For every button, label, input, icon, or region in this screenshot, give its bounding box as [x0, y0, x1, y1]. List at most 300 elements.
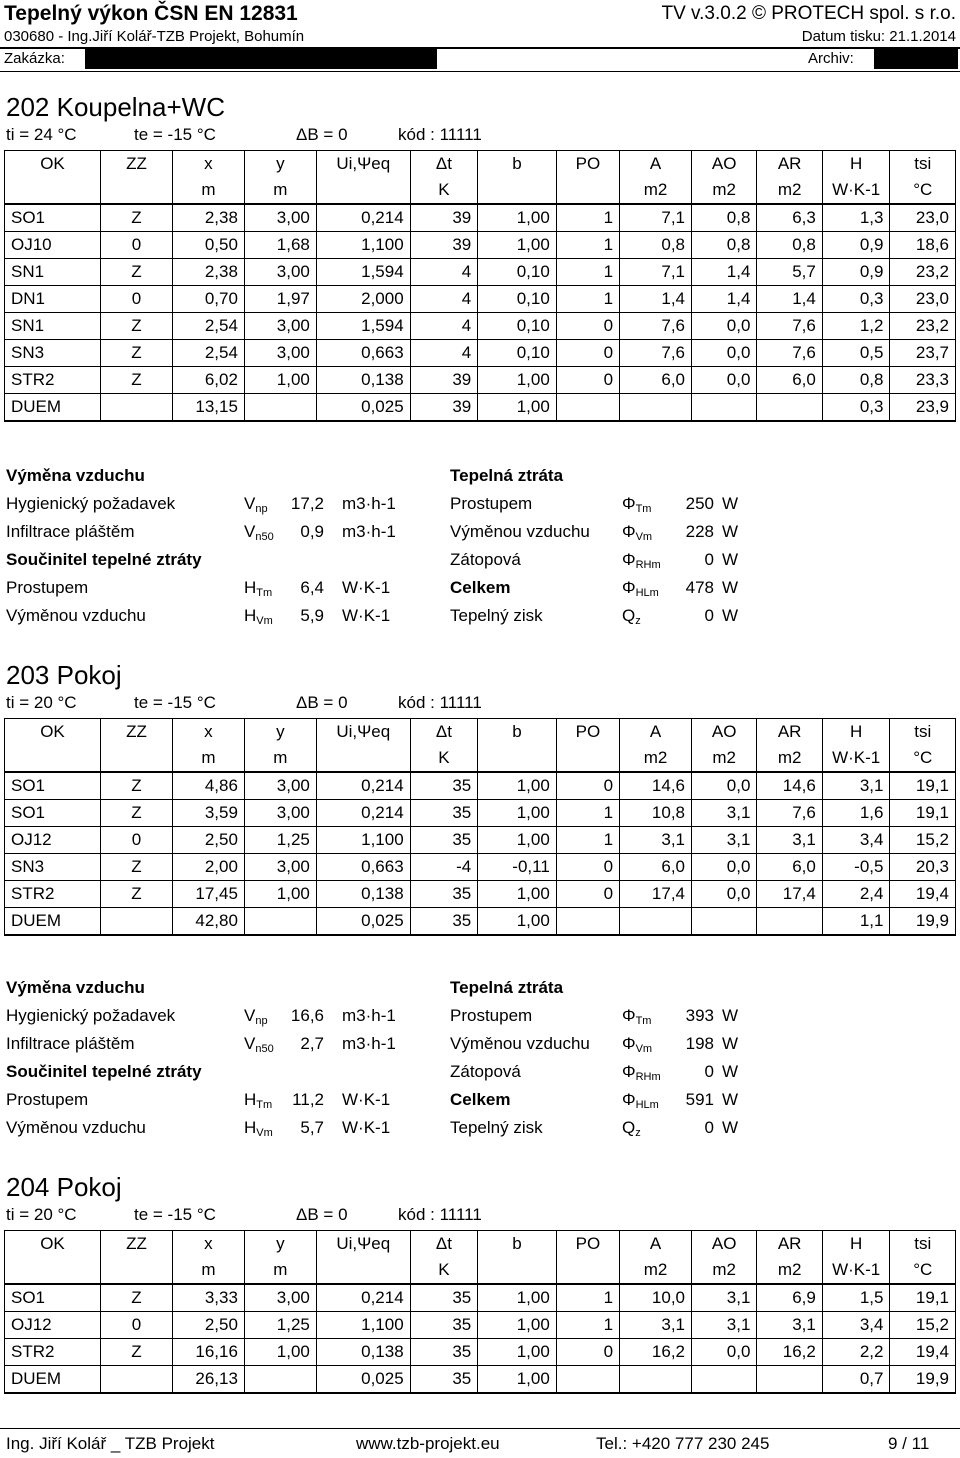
print-date: Datum tisku: 21.1.2014	[801, 28, 956, 45]
phi_tm-unit: W	[722, 1006, 739, 1025]
table-cell: 3,1	[692, 1284, 757, 1312]
table-cell: 2,54	[172, 340, 244, 367]
column-header: PO	[556, 719, 619, 746]
hvm-label: Výměnou vzduchu	[6, 606, 146, 625]
column-header: b	[478, 1231, 557, 1258]
table-cell: 39	[410, 394, 478, 422]
footer-page: 9 / 11	[888, 1434, 930, 1453]
hvm-symbol: $H_{Vm}$	[244, 1118, 273, 1139]
table-row	[5, 881, 956, 908]
table-cell: 0	[100, 232, 172, 259]
phi_vm-unit: W	[722, 522, 739, 541]
table-row	[5, 854, 956, 881]
summary-row	[6, 578, 956, 606]
phi_hlm-value: 591	[685, 1090, 714, 1109]
table-cell: 15,2	[890, 1312, 956, 1339]
column-header: PO	[556, 151, 619, 178]
column-unit: m2	[757, 745, 822, 772]
phi_vm-symbol: $\Phi_{Vm}$	[622, 522, 653, 543]
table-cell: 0	[556, 772, 619, 800]
table-cell: 19,4	[890, 881, 956, 908]
table-cell: 0,214	[316, 800, 410, 827]
column-header: Δt	[410, 151, 478, 178]
htm-symbol: $H_{Tm}$	[244, 578, 273, 599]
table-cell: 35	[410, 881, 478, 908]
column-unit	[100, 177, 172, 204]
column-header: PO	[556, 1231, 619, 1258]
table-cell: 1,4	[692, 286, 757, 313]
table-cell: 0,025	[316, 394, 410, 422]
table-cell: 0,9	[822, 232, 890, 259]
table-header	[5, 719, 956, 746]
delta-b: ΔB = 0	[296, 693, 348, 712]
column-unit: W·K-1	[822, 745, 890, 772]
table-cell: 35	[410, 1366, 478, 1394]
column-unit: m2	[692, 745, 757, 772]
table-cell: 1,00	[244, 881, 316, 908]
table-cell: 7,6	[757, 340, 822, 367]
ventilation-loss-label: Výměnou vzduchu	[450, 522, 590, 541]
hvm-unit: W·K-1	[342, 606, 391, 625]
table-cell	[244, 1366, 316, 1394]
table-cell: 0,3	[822, 286, 890, 313]
htm-value: 6,4	[300, 578, 324, 597]
table-units	[5, 1257, 956, 1284]
table-cell: 1,00	[478, 394, 557, 422]
table-cell: DN1	[5, 286, 101, 313]
qz-value: 0	[704, 1118, 714, 1137]
phi_tm-unit: W	[722, 494, 739, 513]
table-cell: 15,2	[890, 827, 956, 854]
summary-row	[6, 1090, 956, 1118]
table-cell: 3,1	[620, 827, 692, 854]
coef-heading: Součinitel tepelné ztráty	[6, 1062, 202, 1081]
table-cell: 35	[410, 1339, 478, 1366]
redacted-archive	[874, 49, 958, 69]
hvm-label: Výměnou vzduchu	[6, 1118, 146, 1137]
report-header-project	[0, 27, 960, 47]
table-cell: 1,25	[244, 827, 316, 854]
summary-row	[6, 522, 956, 550]
table-cell: 1	[556, 259, 619, 286]
hygienic-label: Hygienický požadavek	[6, 494, 176, 513]
table-cell: Z	[100, 800, 172, 827]
table-row	[5, 1312, 956, 1339]
table-header	[5, 151, 956, 178]
table-cell: 35	[410, 827, 478, 854]
phi_tm-value: 250	[685, 494, 714, 513]
table-cell: 17,4	[757, 881, 822, 908]
column-header: Ui,Ψeq	[316, 1231, 410, 1258]
delta-b: ΔB = 0	[296, 1205, 348, 1224]
table-cell: 17,45	[172, 881, 244, 908]
column-header: y	[244, 1231, 316, 1258]
column-header: AO	[692, 151, 757, 178]
order-label: Zakázka:	[4, 50, 65, 67]
table-cell	[556, 394, 619, 422]
footer-web: www.tzb-projekt.eu	[356, 1434, 500, 1453]
vn50-value: 0,9	[300, 522, 324, 541]
table-cell: 35	[410, 1312, 478, 1339]
external-temp: te = -15 °C	[134, 693, 216, 712]
table-cell: Z	[100, 1284, 172, 1312]
column-unit	[556, 745, 619, 772]
table-cell: 1,00	[244, 1339, 316, 1366]
table-cell: 6,3	[757, 204, 822, 232]
table-cell: 19,1	[890, 772, 956, 800]
table-cell: 0	[556, 367, 619, 394]
room-title: 202 Koupelna+WC	[6, 92, 225, 122]
column-unit: m2	[757, 1257, 822, 1284]
table-cell	[757, 908, 822, 936]
table-cell: 1	[556, 232, 619, 259]
table-cell: 14,6	[757, 772, 822, 800]
table-cell: 1,97	[244, 286, 316, 313]
table-cell: 0,138	[316, 1339, 410, 1366]
vnp-symbol: $V_{np}$	[244, 1006, 268, 1027]
room-title: 204 Pokoj	[6, 1172, 122, 1202]
table-cell: 19,9	[890, 908, 956, 936]
column-unit: W·K-1	[822, 1257, 890, 1284]
table-cell: 7,6	[757, 313, 822, 340]
report-title: Tepelný výkon ČSN EN 12831	[4, 2, 298, 25]
phi_rhm-value: 0	[704, 1062, 714, 1081]
table-cell: 1,00	[478, 204, 557, 232]
htm-unit: W·K-1	[342, 578, 391, 597]
table-cell: 1,68	[244, 232, 316, 259]
column-unit: K	[410, 177, 478, 204]
summary-row	[6, 978, 956, 1006]
table-cell: 10,0	[620, 1284, 692, 1312]
table-cell: 0,214	[316, 1284, 410, 1312]
htm-label: Prostupem	[6, 578, 89, 597]
table-cell: 18,6	[890, 232, 956, 259]
table-cell: 4	[410, 313, 478, 340]
archive-label: Archiv:	[808, 50, 854, 67]
column-unit: m	[244, 177, 316, 204]
table-cell	[620, 1366, 692, 1394]
table-cell: 1,100	[316, 232, 410, 259]
heat-gain-label: Tepelný zisk	[450, 1118, 543, 1137]
column-unit	[5, 1257, 101, 1284]
column-header: A	[620, 151, 692, 178]
table-cell: 7,6	[620, 313, 692, 340]
vnp-unit: m3·h-1	[342, 494, 396, 513]
table-row	[5, 908, 956, 936]
table-cell: 1,00	[478, 908, 557, 936]
column-unit	[316, 745, 410, 772]
table-cell	[620, 908, 692, 936]
table-cell: 23,2	[890, 313, 956, 340]
table-row	[5, 1366, 956, 1394]
infiltration-label: Infiltrace pláštěm	[6, 1034, 135, 1053]
table-cell: 0	[556, 313, 619, 340]
table-cell: 1,00	[478, 1284, 557, 1312]
ventilation-heading: Výměna vzduchu	[6, 466, 145, 485]
phi_tm-symbol: $\Phi_{Tm}$	[622, 1006, 652, 1027]
table-cell: 39	[410, 367, 478, 394]
table-row	[5, 394, 956, 422]
table-units	[5, 745, 956, 772]
room-code: kód : 11111	[398, 125, 482, 144]
table-units	[5, 177, 956, 204]
table-cell: 0,214	[316, 772, 410, 800]
table-cell: 2,38	[172, 204, 244, 232]
column-header: H	[822, 151, 890, 178]
table-cell: 3,33	[172, 1284, 244, 1312]
column-header: b	[478, 719, 557, 746]
phi_vm-symbol: $\Phi_{Vm}$	[622, 1034, 653, 1055]
table-cell: 1,1	[822, 908, 890, 936]
table-cell: 19,4	[890, 1339, 956, 1366]
room-parameters	[6, 125, 956, 147]
table-cell: 1,00	[478, 1312, 557, 1339]
table-cell: 3,1	[692, 1312, 757, 1339]
table-cell: 0,70	[172, 286, 244, 313]
table-cell: 0,0	[692, 854, 757, 881]
table-cell: 0,663	[316, 340, 410, 367]
qz-unit: W	[722, 606, 739, 625]
table-cell	[244, 394, 316, 422]
table-cell: 3,00	[244, 772, 316, 800]
table-cell: 1,00	[478, 1339, 557, 1366]
table-cell: 1,594	[316, 259, 410, 286]
table-cell: 0,138	[316, 367, 410, 394]
table-cell: 3,00	[244, 340, 316, 367]
column-header: H	[822, 719, 890, 746]
summary-row	[6, 606, 956, 634]
table-cell: DUEM	[5, 1366, 101, 1394]
table-cell	[100, 908, 172, 936]
header-rule-2	[0, 71, 960, 72]
vn50-unit: m3·h-1	[342, 1034, 396, 1053]
table-row	[5, 367, 956, 394]
table-cell: 1,00	[478, 827, 557, 854]
table-row	[5, 827, 956, 854]
table-cell: 3,1	[757, 827, 822, 854]
table-cell: OJ12	[5, 1312, 101, 1339]
column-unit: W·K-1	[822, 177, 890, 204]
table-cell: 3,59	[172, 800, 244, 827]
vnp-value: 17,2	[290, 494, 324, 513]
table-cell: 6,0	[757, 367, 822, 394]
report-header-top	[0, 0, 960, 27]
external-temp: te = -15 °C	[134, 1205, 216, 1224]
table-cell: DUEM	[5, 908, 101, 936]
table-cell: 0,10	[478, 313, 557, 340]
column-header: tsi	[890, 1231, 956, 1258]
summary-row	[6, 1062, 956, 1090]
column-header: x	[172, 719, 244, 746]
table-cell: Z	[100, 854, 172, 881]
table-cell: 13,15	[172, 394, 244, 422]
table-cell: 1	[556, 286, 619, 313]
column-unit: m2	[692, 177, 757, 204]
table-cell: Z	[100, 340, 172, 367]
table-cell	[757, 1366, 822, 1394]
vn50-value: 2,7	[300, 1034, 324, 1053]
column-unit	[556, 177, 619, 204]
table-cell: 1,2	[822, 313, 890, 340]
table-cell: 0,9	[822, 259, 890, 286]
table-cell: 1,5	[822, 1284, 890, 1312]
table-row	[5, 772, 956, 800]
table-cell: 1,4	[620, 286, 692, 313]
table-cell: 2,50	[172, 1312, 244, 1339]
table-cell: 1,6	[822, 800, 890, 827]
table-cell: 6,0	[757, 854, 822, 881]
table-cell: 0	[100, 827, 172, 854]
table-cell: 23,0	[890, 286, 956, 313]
table-cell: 1,594	[316, 313, 410, 340]
table-cell: SN1	[5, 259, 101, 286]
room-title: 203 Pokoj	[6, 660, 122, 690]
column-unit: m2	[620, 177, 692, 204]
hvm-value: 5,9	[300, 606, 324, 625]
table-cell	[100, 394, 172, 422]
heat-loss-heading: Tepelná ztráta	[450, 978, 564, 997]
htm-label: Prostupem	[6, 1090, 89, 1109]
ventilation-heading: Výměna vzduchu	[6, 978, 145, 997]
table-cell: STR2	[5, 881, 101, 908]
column-header: OK	[5, 719, 101, 746]
htm-value: 11,2	[292, 1090, 324, 1109]
table-cell: OJ12	[5, 827, 101, 854]
table-cell: 0,0	[692, 881, 757, 908]
table-cell: 1,4	[692, 259, 757, 286]
column-header: y	[244, 151, 316, 178]
column-header: ZZ	[100, 151, 172, 178]
column-header: b	[478, 151, 557, 178]
table-cell: 19,9	[890, 1366, 956, 1394]
phi_vm-unit: W	[722, 1034, 739, 1053]
transmission-loss-label: Prostupem	[450, 494, 533, 513]
table-cell: 39	[410, 232, 478, 259]
column-unit	[478, 1257, 557, 1284]
table-cell: 1	[556, 1312, 619, 1339]
vnp-symbol: $V_{np}$	[244, 494, 268, 515]
table-cell: 0,10	[478, 340, 557, 367]
table-cell: 1,00	[478, 772, 557, 800]
table-row	[5, 340, 956, 367]
phi_hlm-symbol: $\Phi_{HLm}$	[622, 578, 659, 599]
column-unit: K	[410, 745, 478, 772]
table-cell: 2,2	[822, 1339, 890, 1366]
table-cell: 1,00	[244, 367, 316, 394]
column-unit: m	[172, 745, 244, 772]
table-cell: 0,50	[172, 232, 244, 259]
room-code: kód : 11111	[398, 1205, 482, 1224]
table-cell: 3,1	[822, 772, 890, 800]
construction-table	[4, 718, 956, 936]
summary-row	[6, 1006, 956, 1034]
table-cell: 16,16	[172, 1339, 244, 1366]
summary-row	[6, 1118, 956, 1146]
transmission-loss-label: Prostupem	[450, 1006, 533, 1025]
table-cell: 0	[556, 881, 619, 908]
table-cell: 3,4	[822, 1312, 890, 1339]
table-cell: 0,8	[757, 232, 822, 259]
internal-temp: ti = 20 °C	[6, 1205, 77, 1224]
table-cell: 0,8	[692, 204, 757, 232]
summary-row	[6, 466, 956, 494]
phi_rhm-unit: W	[722, 1062, 739, 1081]
table-cell: 23,7	[890, 340, 956, 367]
table-cell: 0	[556, 854, 619, 881]
table-cell: OJ10	[5, 232, 101, 259]
delta-b: ΔB = 0	[296, 125, 348, 144]
table-cell: 1,25	[244, 1312, 316, 1339]
table-cell: 19,1	[890, 1284, 956, 1312]
column-unit	[478, 745, 557, 772]
table-cell: 0	[556, 1339, 619, 1366]
phi_hlm-value: 478	[685, 578, 714, 597]
column-unit	[478, 177, 557, 204]
column-header: tsi	[890, 719, 956, 746]
table-cell: 1,4	[757, 286, 822, 313]
table-cell: 3,1	[692, 800, 757, 827]
column-header: A	[620, 719, 692, 746]
column-header: x	[172, 1231, 244, 1258]
hvm-value: 5,7	[300, 1118, 324, 1137]
table-cell: 1	[556, 204, 619, 232]
table-cell: 0,025	[316, 1366, 410, 1394]
column-header: AO	[692, 719, 757, 746]
summary-row	[6, 550, 956, 578]
column-unit	[5, 177, 101, 204]
table-cell: 1	[556, 827, 619, 854]
table-cell: 2,000	[316, 286, 410, 313]
table-cell: SN1	[5, 313, 101, 340]
column-header: x	[172, 151, 244, 178]
heat-loss-heading: Tepelná ztráta	[450, 466, 564, 485]
table-cell: 0,10	[478, 259, 557, 286]
table-cell: 2,4	[822, 881, 890, 908]
table-cell: 1,00	[478, 232, 557, 259]
software-version: TV v.3.0.2 © PROTECH spol. s r.o.	[661, 3, 956, 24]
vnp-unit: m3·h-1	[342, 1006, 396, 1025]
table-cell: 0,0	[692, 313, 757, 340]
table-cell: 1,00	[478, 800, 557, 827]
table-cell: 23,3	[890, 367, 956, 394]
table-row	[5, 313, 956, 340]
table-cell	[692, 394, 757, 422]
table-cell: STR2	[5, 1339, 101, 1366]
table-cell: 0,8	[692, 232, 757, 259]
column-header: ZZ	[100, 719, 172, 746]
table-cell: 0,3	[822, 394, 890, 422]
table-row	[5, 204, 956, 232]
room-parameters	[6, 693, 956, 715]
table-cell: 0,025	[316, 908, 410, 936]
vn50-symbol: $V_{n50}$	[244, 1034, 274, 1055]
column-unit	[316, 1257, 410, 1284]
redacted-order	[85, 49, 437, 69]
reheat-label: Zátopová	[450, 550, 521, 569]
column-unit: °C	[890, 745, 956, 772]
column-header: Ui,Ψeq	[316, 151, 410, 178]
column-header: tsi	[890, 151, 956, 178]
internal-temp: ti = 20 °C	[6, 693, 77, 712]
table-cell: SO1	[5, 1284, 101, 1312]
table-cell: 3,00	[244, 259, 316, 286]
qz-symbol: $Q_z$	[622, 606, 641, 627]
column-unit: m2	[692, 1257, 757, 1284]
column-unit: °C	[890, 1257, 956, 1284]
table-cell: 4	[410, 286, 478, 313]
table-cell: SO1	[5, 800, 101, 827]
table-row	[5, 232, 956, 259]
